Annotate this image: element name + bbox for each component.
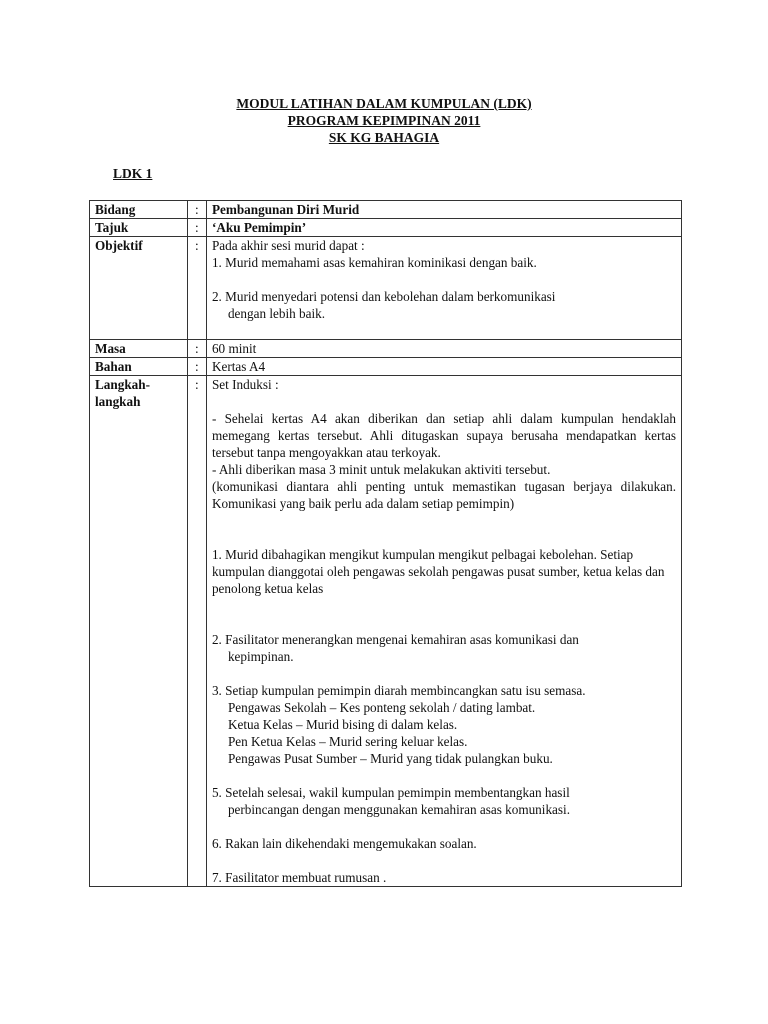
value-tajuk: ‘Aku Pemimpin’ xyxy=(206,219,681,237)
step-1: 1. Murid dibahagikan mengikut kumpulan mengikut pelbagai kebolehan. Setiap kumpulan dianggotai oleh pengawas sekolah pengawas pusat sumber, ketua kelas dan penolong ketua kelas xyxy=(211,547,665,596)
separator: : xyxy=(187,376,206,887)
objektif-item-1: 1. Murid memahami asas kemahiran kominikasi dengan baik. xyxy=(211,255,537,270)
label-bahan: Bahan xyxy=(90,358,188,376)
section-label: LDK 1 xyxy=(113,166,153,181)
induksi-paragraph-3: (komunikasi diantara ahli penting untuk memastikan tugasan berjaya dilakukan. Komunikasi yang baik perlu ada dalam setiap pemimpin) xyxy=(211,479,676,511)
row-bidang xyxy=(90,201,682,219)
value-masa: 60 minit xyxy=(206,340,681,358)
step-3-item-4: Pengawas Pusat Sumber – Murid yang tidak pulangkan buku. xyxy=(227,751,553,766)
separator: : xyxy=(187,201,206,219)
row-objektif xyxy=(90,237,682,340)
header-title: MODUL LATIHAN DALAM KUMPULAN (LDK) xyxy=(236,96,532,111)
row-masa xyxy=(90,340,682,358)
label-langkah-line2: langkah xyxy=(95,394,141,409)
label-masa: Masa xyxy=(90,340,188,358)
label-objektif: Objektif xyxy=(90,237,188,340)
step-3-item-3: Pen Ketua Kelas – Murid sering keluar kelas. xyxy=(227,734,468,749)
label-tajuk: Tajuk xyxy=(90,219,188,237)
separator: : xyxy=(187,340,206,358)
row-tajuk xyxy=(90,219,682,237)
step-5: 5. Setelah selesai, wakil kumpulan pemimpin membentangkan hasil xyxy=(211,785,570,800)
objektif-item-2-cont: dengan lebih baik. xyxy=(227,306,325,321)
step-2-cont: kepimpinan. xyxy=(227,649,294,664)
step-3: 3. Setiap kumpulan pemimpin diarah membincangkan satu isu semasa. xyxy=(211,683,586,698)
row-bahan xyxy=(90,358,682,376)
header-school: SK KG BAHAGIA xyxy=(328,130,440,145)
set-induksi: Set Induksi : xyxy=(211,377,279,392)
step-2: 2. Fasilitator menerangkan mengenai kemahiran asas komunikasi dan xyxy=(211,632,579,647)
objektif-intro: Pada akhir sesi murid dapat : xyxy=(211,238,365,253)
label-langkah xyxy=(90,376,188,887)
row-langkah xyxy=(90,376,682,887)
step-3-item-2: Ketua Kelas – Murid bising di dalam kelas. xyxy=(227,717,458,732)
module-table xyxy=(89,200,682,887)
value-langkah xyxy=(206,376,681,887)
value-objektif xyxy=(206,237,681,340)
separator: : xyxy=(187,358,206,376)
induksi-paragraph-1: - Sehelai kertas A4 akan diberikan dan setiap ahli dalam kumpulan hendaklah memegang kertas tersebut. Ahli ditugaskan supaya berusaha mendapatkan kertas tersebut tanpa mengoyakkan atau terkoyak. xyxy=(211,411,676,460)
induksi-paragraph-2: - Ahli diberikan masa 3 minit untuk melakukan aktiviti tersebut. xyxy=(211,462,551,477)
label-bidang: Bidang xyxy=(90,201,188,219)
step-3-item-1: Pengawas Sekolah – Kes ponteng sekolah / dating lambat. xyxy=(227,700,536,715)
separator: : xyxy=(187,219,206,237)
step-5-cont: perbincangan dengan menggunakan kemahiran asas komunikasi. xyxy=(227,802,570,817)
step-7: 7. Fasilitator membuat rumusan . xyxy=(211,870,387,885)
value-bidang: Pembangunan Diri Murid xyxy=(206,201,681,219)
step-6: 6. Rakan lain dikehendaki mengemukakan soalan. xyxy=(211,836,477,851)
separator: : xyxy=(187,237,206,340)
objektif-item-2: 2. Murid menyedari potensi dan kebolehan dalam berkomunikasi xyxy=(211,289,556,304)
value-bahan: Kertas A4 xyxy=(206,358,681,376)
document-header xyxy=(0,95,768,146)
header-program: PROGRAM KEPIMPINAN 2011 xyxy=(287,113,481,128)
label-langkah-line1: Langkah- xyxy=(95,377,150,392)
